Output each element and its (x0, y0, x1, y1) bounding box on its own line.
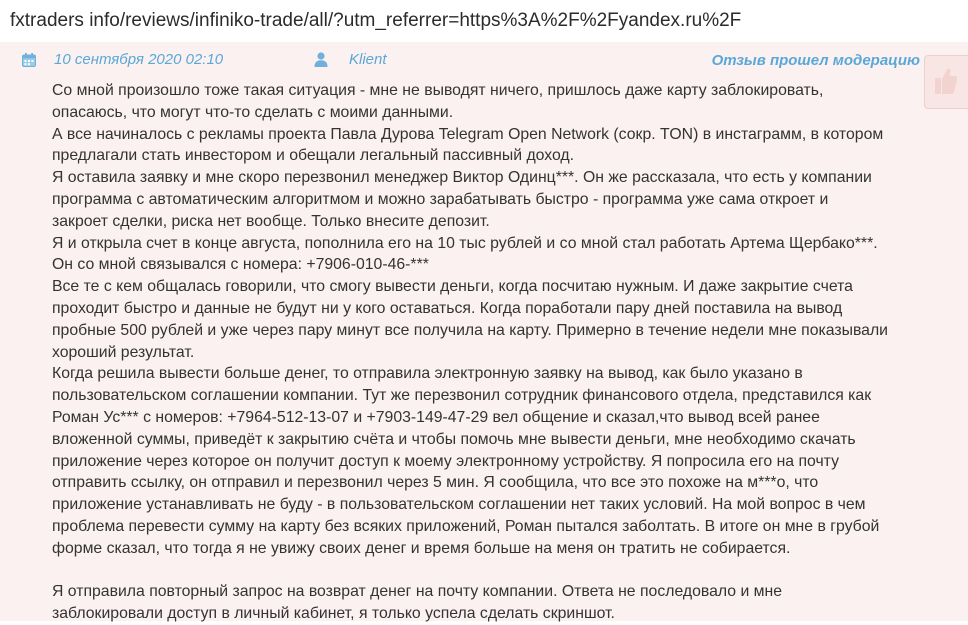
review-paragraph (52, 80, 932, 625)
review-line: Со мной произошло тоже такая ситуация - мне не выводят ничего, пришлось даже карту заблокировать, (52, 82, 824, 99)
review-line: закроет сделки, риска нет вообще. Только внесите депозит. (52, 212, 490, 230)
review-line: пробные 500 рублей и уже через пару минут все получила на карту. Примерно в течение недели мне показывали (52, 321, 889, 339)
review-line: приложение через которое он получит доступ к моему электронному устройству. Я попросила его на почту (52, 452, 839, 470)
review-line: отправить ссылку, он отправил и перезвонил через 5 мин. Я сообщила, что все это похоже на м***о, что (52, 474, 819, 492)
review-line: хороший результат. (52, 343, 195, 361)
review-line: А все начиналось с рекламы проекта Павла Дурова Telegram Open Network (сокр. TON) в инстаграмм, в котором (52, 125, 884, 143)
review-line: Я оставила заявку и мне скоро перезвонил менеджер Виктор Одинц***. Он же рассказала, что есть у компании (52, 169, 872, 187)
review-line: Он со мной связывался с номера: +7906-010-46-*** (52, 256, 429, 274)
review-card (0, 42, 968, 621)
review-line: предлагали стать инвестором и обещали легальный пассивный доход. (52, 147, 575, 165)
review-date: 10 сентября 2020 02:10 (54, 51, 224, 68)
paragraph-gap (52, 560, 932, 582)
calendar-icon (22, 53, 36, 67)
url-text: fxtraders info/reviews/infiniko-trade/all/?utm_referrer=https%3A%2F%2Fyandex.ru%2F (10, 10, 742, 31)
review-line: Я отправила повторный запрос на возврат денег на почту компании. Ответа не последовало и мне (52, 583, 783, 601)
thumb-up-icon (934, 62, 958, 100)
review-line: опасаюсь, что могут что-то сделать с моими данными. (52, 103, 454, 121)
review-line: Когда решила вывести больше денег, то отправила электронную заявку на вывод, как было указано в (52, 365, 803, 383)
review-line: Все те с кем общалась говорили, что смогу вывести деньги, когда посчитаю нужным. И даже закрытие счета (52, 278, 853, 296)
review-line: проходит быстро и данные не будут ни у кого оставаться. Когда поработали пару дней поставила на вывод (52, 299, 843, 317)
moderation-status: Отзыв прошел модерацию (711, 52, 920, 69)
review-line: Я и открыла счет в конце августа, пополнила его на 10 тыс рублей и со мной стал работать Артема Щербако***. (52, 234, 878, 252)
review-line: программа с автоматическим алгоритмом и можно зарабатывать быстро - программа уже сама откроет и (52, 190, 829, 208)
review-line: пользовательском соглашении компании. Тут же перезвонил сотрудник финансового отдела, представился как (52, 387, 872, 405)
review-line: Роман Ус*** с номеров: +7964-512-13-07 и +7903-149-47-29 вел общение и сказал,что вывод всей ранее (52, 408, 820, 426)
user-icon (314, 52, 328, 67)
review-meta (0, 50, 968, 72)
review-line: проблема перевести сумму на карту без всяких приложений, Роман пытался заболтать. В итоге он мне в грубой (52, 517, 880, 535)
address-bar[interactable] (0, 0, 968, 40)
review-line: форме сказал, что тогда я не увижу своих денег и время больше на меня он тратить не собирается. (52, 539, 791, 557)
review-line: заблокировали доступ в личный кабинет, я только успела сделать скриншот. (52, 605, 615, 623)
review-line: вложенной суммы, приведёт к закрытию счёта и чтобы помочь мне вывести деньги, мне необходимо скачать (52, 430, 856, 448)
review-text (52, 80, 932, 625)
review-line: приложение устанавливать не буду - в пользовательском соглашении нет таких условий. На мой вопрос в чем (52, 496, 866, 514)
review-author[interactable]: Klient (349, 51, 387, 68)
